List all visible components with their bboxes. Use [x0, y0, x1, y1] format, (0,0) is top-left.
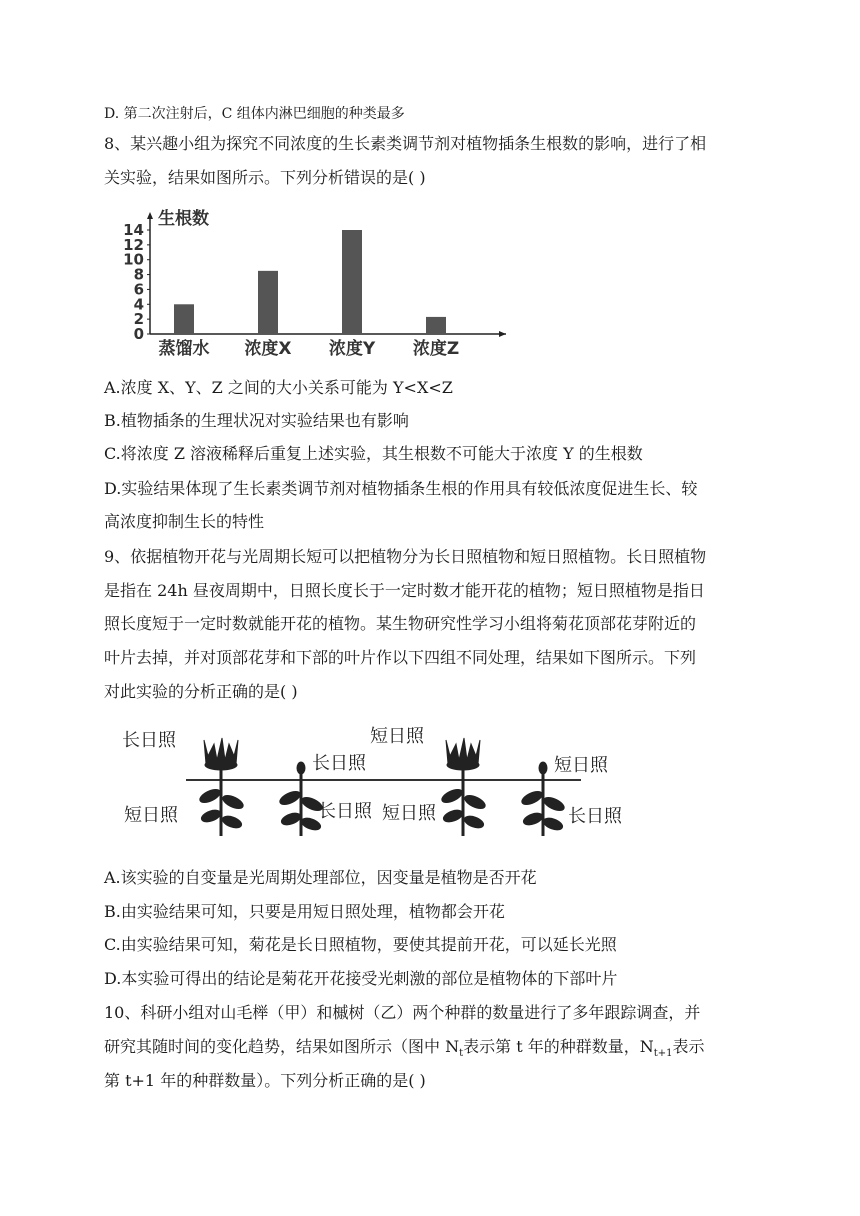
q9-option-b: B.由实验结果可知，只要是用短日照处理，植物都会开花 — [104, 902, 505, 921]
q10-stem-line-2-part-b: 表示第 t 年的种群数量，N — [463, 1037, 654, 1056]
q8-option-d-line-1: D.实验结果体现了生长素类调节剂对植物插条生根的作用具有较低浓度促进生长、较 — [104, 479, 698, 498]
y-tick-label: 12 — [123, 235, 144, 254]
q10-stem-line-2-part-c: 表示 — [672, 1037, 705, 1056]
x-category-label: 浓度X — [244, 339, 292, 359]
q8-option-b: B.植物插条的生理状况对实验结果也有影响 — [104, 411, 409, 430]
q8-stem-line-1: 8、某兴趣小组为探究不同浓度的生长素类调节剂对植物插条生根数的影响，进行了相 — [104, 134, 707, 153]
x-category-label: 蒸馏水 — [158, 339, 210, 359]
y-tick-label: 10 — [123, 250, 144, 269]
y-tick-label: 2 — [133, 310, 144, 329]
plant-3-flowering — [440, 738, 487, 836]
q8-option-c: C.将浓度 Z 溶液稀释后重复上述实验，其生根数不可能大于浓度 Y 的生根数 — [104, 444, 643, 463]
q8-option-a: A.浓度 X、Y、Z 之间的大小关系可能为 Y<X<Z — [104, 378, 453, 397]
q9-stem-line-1: 9、依据植物开花与光周期长短可以把植物分为长日照植物和短日照植物。长日照植物 — [104, 547, 707, 566]
g1-bottom-label: 短日照 — [124, 805, 178, 826]
g1-top-label: 长日照 — [122, 730, 176, 751]
rooting-bar-chart — [118, 206, 518, 366]
y-tick-label: 4 — [133, 295, 144, 314]
q10-stem-line-2 — [104, 1035, 764, 1066]
g2-bottom-label: 长日照 — [318, 801, 372, 822]
y-axis-label: 生根数 — [158, 209, 209, 229]
q7-option-d: D. 第二次注射后，C 组体内淋巴细胞的种类最多 — [104, 106, 405, 122]
g3-bottom-label: 短日照 — [382, 803, 436, 824]
y-tick-label: 8 — [133, 265, 144, 284]
y-tick-label: 0 — [133, 325, 144, 343]
q9-option-c: C.由实验结果可知，菊花是长日照植物，要使其提前开花，可以延长光照 — [104, 935, 617, 954]
bar-4 — [426, 317, 446, 334]
y-tick-label: 6 — [133, 280, 144, 299]
bar-1 — [174, 304, 194, 334]
q9-stem-line-2: 是指在 24h 昼夜周期中，日照长度长于一定时数才能开花的植物；短日照植物是指日 — [104, 581, 705, 600]
q8-option-d-line-2: 高浓度抑制生长的特性 — [104, 512, 265, 531]
chrysanthemum-photoperiod-figure — [116, 718, 646, 843]
g2-top-label: 长日照 — [312, 753, 366, 774]
q9-stem-line-5: 对此实验的分析正确的是( ) — [104, 682, 298, 701]
q9-option-d: D.本实验可得出的结论是菊花开花接受光刺激的部位是植物体的下部叶片 — [104, 969, 618, 988]
x-category-label: 浓度Y — [328, 339, 376, 359]
g4-bottom-label: 长日照 — [568, 806, 622, 827]
q10-stem-line-2-part-a: 研究其随时间的变化趋势，结果如图所示（图中 N — [104, 1037, 460, 1056]
g4-top-label: 短日照 — [554, 755, 608, 776]
x-category-label: 浓度Z — [412, 339, 460, 359]
y-tick-label: 14 — [123, 221, 144, 239]
q10-stem-line-3: 第 t+1 年的种群数量）。下列分析正确的是( ) — [104, 1071, 426, 1090]
q8-stem-line-2: 关实验，结果如图所示。下列分析错误的是( ) — [104, 168, 426, 187]
plant-1-flowering — [198, 738, 245, 836]
q10-stem-line-1: 10、科研小组对山毛榉（甲）和槭树（乙）两个种群的数量进行了多年跟踪调查，并 — [104, 1003, 701, 1022]
q10-subscript-t-plus-1: t+1 — [653, 1048, 673, 1060]
q9-stem-line-3: 照长度短于一定时数就能开花的植物。某生物研究性学习小组将菊花顶部花芽附近的 — [104, 614, 697, 633]
q9-stem-line-4: 叶片去掉，并对顶部花芽和下部的叶片作以下四组不同处理，结果如下图所示。下列 — [104, 648, 697, 667]
x-axis-arrow — [499, 331, 506, 337]
q9-option-a: A.该实验的自变量是光周期处理部位，因变量是植物是否开花 — [104, 868, 537, 887]
g3-top-label: 短日照 — [370, 726, 424, 747]
bar-3 — [342, 230, 362, 334]
bar-2 — [258, 271, 278, 334]
q10-subscript-t: t — [459, 1048, 464, 1060]
y-axis-arrow — [147, 212, 153, 219]
